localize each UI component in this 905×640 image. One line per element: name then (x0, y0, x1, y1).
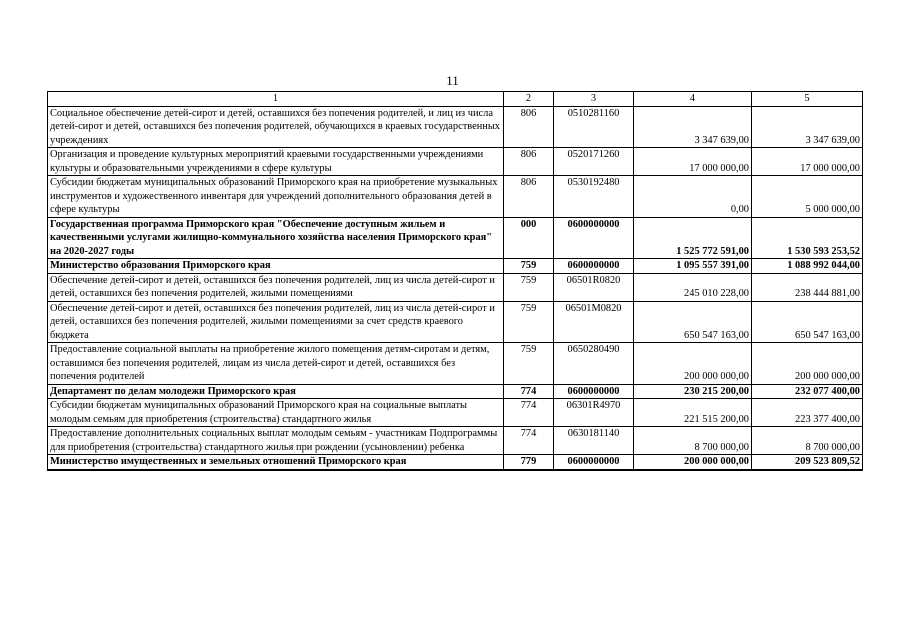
admin-code-cell: 779 (504, 455, 554, 470)
amount-col4-cell: 200 000 000,00 (634, 455, 752, 470)
row-name-cell: Обеспечение детей-сирот и детей, оставшихся без попечения родителей, лиц из числа детей-сирот и детей, оставшихся без попечения родителей, жилыми помещениями (48, 273, 504, 301)
target-code-cell: 06301R4970 (554, 399, 634, 427)
amount-col5-cell: 17 000 000,00 (752, 148, 863, 176)
row-name-cell: Предоставление дополнительных социальных выплат молодым семьям - участникам Подпрограммы для приобретения (строительства) стандартного жилья при рождении (усыновлении) ребенка (48, 427, 504, 455)
admin-code-cell: 759 (504, 343, 554, 385)
admin-code-cell: 774 (504, 399, 554, 427)
amount-col5-cell: 232 077 400,00 (752, 384, 863, 399)
admin-code-cell: 806 (504, 148, 554, 176)
amount-col5-cell: 3 347 639,00 (752, 106, 863, 148)
table-row (48, 384, 863, 399)
column-header-1: 1 (48, 92, 504, 107)
target-code-cell: 0530192480 (554, 176, 634, 218)
table-row (48, 399, 863, 427)
row-name-cell: Социальное обеспечение детей-сирот и детей, оставшихся без попечения родителей, и лиц из числа детей-сирот и детей, оставшихся без попечения родителей, обучающихся в краевых государственных учреждениях (48, 106, 504, 148)
table-row (48, 148, 863, 176)
admin-code-cell: 759 (504, 259, 554, 274)
amount-col5-cell: 1 530 593 253,52 (752, 217, 863, 259)
amount-col4-cell: 230 215 200,00 (634, 384, 752, 399)
row-name-cell: Государственная программа Приморского края "Обеспечение доступным жильем и качественными услугами жилищно-коммунального хозяйства населения Приморского края" на 2020-2027 годы (48, 217, 504, 259)
table-row (48, 106, 863, 148)
amount-col5-cell: 223 377 400,00 (752, 399, 863, 427)
column-header-4: 4 (634, 92, 752, 107)
target-code-cell: 0600000000 (554, 259, 634, 274)
table-row (48, 259, 863, 274)
amount-col5-cell: 5 000 000,00 (752, 176, 863, 218)
table-row (48, 176, 863, 218)
admin-code-cell: 774 (504, 427, 554, 455)
column-header-5: 5 (752, 92, 863, 107)
amount-col4-cell: 8 700 000,00 (634, 427, 752, 455)
row-name-cell: Министерство имущественных и земельных отношений Приморского края (48, 455, 504, 470)
target-code-cell: 0600000000 (554, 217, 634, 259)
table-row (48, 343, 863, 385)
row-name-cell: Организация и проведение культурных мероприятий краевыми государственными учреждениями культуры и образовательными учреждениями в сфере культуры (48, 148, 504, 176)
table-row (48, 427, 863, 455)
amount-col5-cell: 1 088 992 044,00 (752, 259, 863, 274)
page-number: 11 (446, 73, 459, 88)
amount-col4-cell: 650 547 163,00 (634, 301, 752, 343)
amount-col4-cell: 221 515 200,00 (634, 399, 752, 427)
target-code-cell: 0510281160 (554, 106, 634, 148)
table-row (48, 273, 863, 301)
amount-col4-cell: 245 010 228,00 (634, 273, 752, 301)
admin-code-cell: 000 (504, 217, 554, 259)
column-header-2: 2 (504, 92, 554, 107)
target-code-cell: 06501M0820 (554, 301, 634, 343)
target-code-cell: 0600000000 (554, 455, 634, 470)
row-name-cell: Субсидии бюджетам муниципальных образований Приморского края на социальные выплаты молодым семьям для приобретения (строительства) стандартного жилья (48, 399, 504, 427)
row-name-cell: Департамент по делам молодежи Приморского края (48, 384, 504, 399)
amount-col4-cell: 3 347 639,00 (634, 106, 752, 148)
amount-col5-cell: 8 700 000,00 (752, 427, 863, 455)
amount-col4-cell: 17 000 000,00 (634, 148, 752, 176)
table-row (48, 217, 863, 259)
amount-col4-cell: 1 095 557 391,00 (634, 259, 752, 274)
admin-code-cell: 759 (504, 301, 554, 343)
row-name-cell: Обеспечение детей-сирот и детей, оставшихся без попечения родителей, лиц из числа детей-сирот и детей, оставшихся без попечения родителей, жилыми помещениями за счет средств краевого бюджета (48, 301, 504, 343)
row-name-cell: Субсидии бюджетам муниципальных образований Приморского края на приобретение музыкальных инструментов и художественного инвентаря для учреждений дополнительного образования детей в сфере культуры (48, 176, 504, 218)
amount-col5-cell: 209 523 809,52 (752, 455, 863, 470)
table-row (48, 455, 863, 470)
row-name-cell: Министерство образования Приморского края (48, 259, 504, 274)
target-code-cell: 0520171260 (554, 148, 634, 176)
target-code-cell: 0650280490 (554, 343, 634, 385)
admin-code-cell: 759 (504, 273, 554, 301)
column-header-3: 3 (554, 92, 634, 107)
target-code-cell: 06501R0820 (554, 273, 634, 301)
admin-code-cell: 774 (504, 384, 554, 399)
budget-table (47, 91, 863, 471)
amount-col5-cell: 200 000 000,00 (752, 343, 863, 385)
admin-code-cell: 806 (504, 176, 554, 218)
amount-col4-cell: 200 000 000,00 (634, 343, 752, 385)
amount-col5-cell: 650 547 163,00 (752, 301, 863, 343)
target-code-cell: 0600000000 (554, 384, 634, 399)
amount-col4-cell: 1 525 772 591,00 (634, 217, 752, 259)
amount-col5-cell: 238 444 881,00 (752, 273, 863, 301)
amount-col4-cell: 0,00 (634, 176, 752, 218)
admin-code-cell: 806 (504, 106, 554, 148)
table-header-row (48, 92, 863, 107)
table-row (48, 301, 863, 343)
row-name-cell: Предоставление социальной выплаты на приобретение жилого помещения детям-сиротам и детям, оставшимся без попечения родителей, лицам из числа детей-сирот и детей, оставшихся без попечения родителей (48, 343, 504, 385)
target-code-cell: 0630181140 (554, 427, 634, 455)
